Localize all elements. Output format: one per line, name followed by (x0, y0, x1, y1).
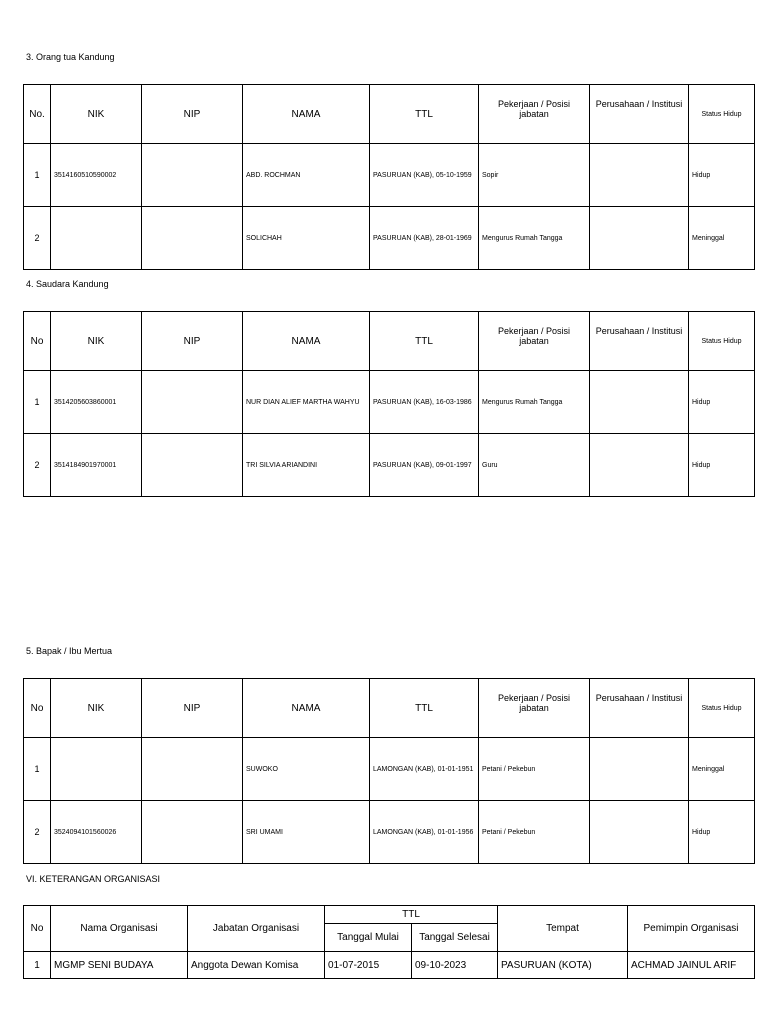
cell-nip (142, 801, 243, 864)
col-header-pemimpin: Pemimpin Organisasi (628, 906, 755, 952)
col-header-no: No (24, 679, 51, 738)
col-header-jabatan-organisasi: Jabatan Organisasi (188, 906, 325, 952)
col-header-nip: NIP (142, 312, 243, 371)
col-header-nik: NIK (51, 312, 142, 371)
col-header-pekerjaan: Pekerjaan / Posisi jabatan (479, 679, 590, 738)
cell-perusahaan (590, 434, 689, 497)
table-row (24, 144, 755, 207)
col-header-ttl: TTL (370, 85, 479, 144)
cell-status: Meninggal (689, 738, 755, 801)
cell-perusahaan (590, 207, 689, 270)
section-title-saudara: 4. Saudara Kandung (26, 279, 109, 289)
cell-ttl: PASURUAN (KAB), 05-10-1959 (370, 144, 479, 207)
section-title-mertua: 5. Bapak / Ibu Mertua (26, 646, 113, 656)
cell-pekerjaan: Guru (479, 434, 590, 497)
cell-status: Hidup (689, 144, 755, 207)
cell-perusahaan (590, 371, 689, 434)
table-header-row (24, 906, 755, 924)
col-header-nama: NAMA (243, 312, 370, 371)
cell-nip (142, 144, 243, 207)
cell-nama: SUWOKO (243, 738, 370, 801)
table-row (24, 738, 755, 801)
cell-jabatan: Anggota Dewan Komisa (188, 952, 325, 979)
cell-ttl: PASURUAN (KAB), 16-03-1986 (370, 371, 479, 434)
cell-nama: NUR DIAN ALIEF MARTHA WAHYU (243, 371, 370, 434)
cell-no: 1 (24, 952, 51, 979)
cell-status: Hidup (689, 801, 755, 864)
col-header-nip: NIP (142, 679, 243, 738)
cell-tanggal-mulai: 01-07-2015 (325, 952, 412, 979)
cell-perusahaan (590, 144, 689, 207)
section-title-orang-tua: 3. Orang tua Kandung (26, 52, 115, 62)
cell-ttl: PASURUAN (KAB), 28-01-1969 (370, 207, 479, 270)
cell-nik: 3514160510590002 (51, 144, 142, 207)
col-header-ttl: TTL (370, 679, 479, 738)
cell-status: Hidup (689, 371, 755, 434)
col-header-tanggal-mulai: Tanggal Mulai (325, 924, 412, 952)
cell-nik (51, 207, 142, 270)
saudara-table (23, 311, 755, 497)
cell-nik: 3524094101560026 (51, 801, 142, 864)
cell-nip (142, 434, 243, 497)
table-row (24, 801, 755, 864)
col-header-ttl: TTL (325, 906, 498, 924)
cell-pekerjaan: Petani / Pekebun (479, 801, 590, 864)
col-header-nama-organisasi: Nama Organisasi (51, 906, 188, 952)
table-header-row (24, 679, 755, 738)
cell-no: 1 (24, 371, 51, 434)
cell-tempat: PASURUAN (KOTA) (498, 952, 628, 979)
cell-ttl: LAMONGAN (KAB), 01-01-1951 (370, 738, 479, 801)
cell-pekerjaan: Petani / Pekebun (479, 738, 590, 801)
cell-nama: TRI SILVIA ARIANDINI (243, 434, 370, 497)
cell-nama-organisasi: MGMP SENI BUDAYA (51, 952, 188, 979)
col-header-perusahaan: Perusahaan / Institusi (590, 85, 689, 144)
cell-perusahaan (590, 738, 689, 801)
cell-tanggal-selesai: 09-10-2023 (412, 952, 498, 979)
col-header-nik: NIK (51, 679, 142, 738)
cell-perusahaan (590, 801, 689, 864)
cell-nama: ABD. ROCHMAN (243, 144, 370, 207)
col-header-status: Status Hidup (689, 679, 755, 738)
table-row (24, 434, 755, 497)
cell-nama: SOLICHAH (243, 207, 370, 270)
cell-pekerjaan: Mengurus Rumah Tangga (479, 207, 590, 270)
cell-no: 2 (24, 801, 51, 864)
cell-nik: 3514205603860001 (51, 371, 142, 434)
col-header-ttl: TTL (370, 312, 479, 371)
col-header-status: Status Hidup (689, 312, 755, 371)
col-header-perusahaan: Perusahaan / Institusi (590, 679, 689, 738)
col-header-tanggal-selesai: Tanggal Selesai (412, 924, 498, 952)
col-header-no: No (24, 312, 51, 371)
col-header-pekerjaan: Pekerjaan / Posisi jabatan (479, 85, 590, 144)
table-header-row (24, 85, 755, 144)
col-header-nama: NAMA (243, 679, 370, 738)
col-header-nip: NIP (142, 85, 243, 144)
cell-ttl: PASURUAN (KAB), 09-01-1997 (370, 434, 479, 497)
col-header-no: No. (24, 85, 51, 144)
cell-no: 2 (24, 207, 51, 270)
cell-nip (142, 738, 243, 801)
orang-tua-table (23, 84, 755, 270)
col-header-nama: NAMA (243, 85, 370, 144)
col-header-nik: NIK (51, 85, 142, 144)
cell-nama: SRI UMAMI (243, 801, 370, 864)
table-row (24, 207, 755, 270)
cell-no: 2 (24, 434, 51, 497)
col-header-tempat: Tempat (498, 906, 628, 952)
mertua-table (23, 678, 755, 864)
cell-nik (51, 738, 142, 801)
cell-nip (142, 207, 243, 270)
cell-pekerjaan: Mengurus Rumah Tangga (479, 371, 590, 434)
cell-pekerjaan: Sopir (479, 144, 590, 207)
table-row (24, 952, 755, 979)
col-header-no: No (24, 906, 51, 952)
cell-status: Meninggal (689, 207, 755, 270)
cell-ttl: LAMONGAN (KAB), 01-01-1956 (370, 801, 479, 864)
col-header-status: Status Hidup (689, 85, 755, 144)
cell-status: Hidup (689, 434, 755, 497)
cell-no: 1 (24, 738, 51, 801)
col-header-pekerjaan: Pekerjaan / Posisi jabatan (479, 312, 590, 371)
table-row (24, 371, 755, 434)
col-header-perusahaan: Perusahaan / Institusi (590, 312, 689, 371)
section-title-organisasi: VI. KETERANGAN ORGANISASI (26, 874, 161, 884)
organisasi-table (23, 905, 755, 979)
cell-no: 1 (24, 144, 51, 207)
table-header-row (24, 312, 755, 371)
cell-nik: 3514184901970001 (51, 434, 142, 497)
cell-pemimpin: ACHMAD JAINUL ARIF (628, 952, 755, 979)
cell-nip (142, 371, 243, 434)
